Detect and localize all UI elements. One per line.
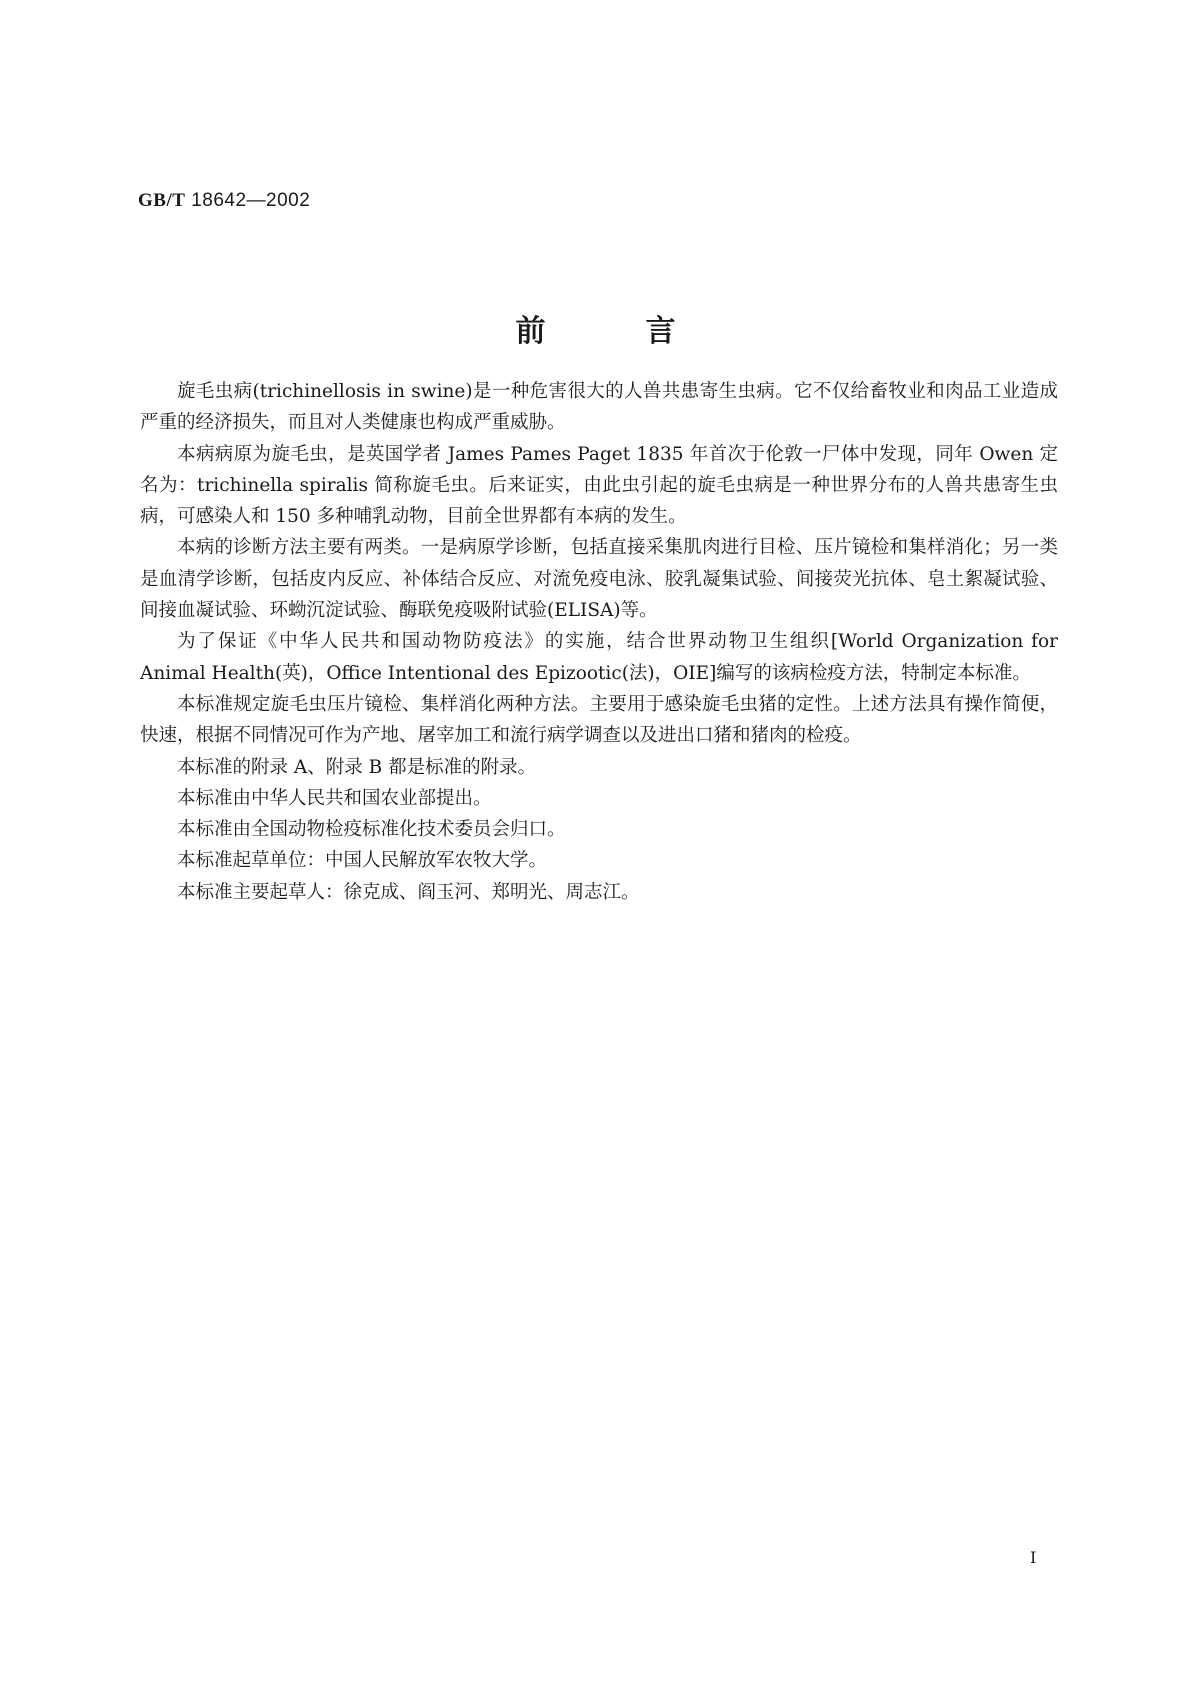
foreword-body [140, 376, 1058, 908]
title-char-2: 言 [645, 314, 676, 349]
paragraph-proposer: 本标准由中华人民共和国农业部提出。 [177, 787, 492, 809]
page-title [0, 306, 1191, 350]
standard-code [138, 190, 310, 212]
paragraph-purpose: 为了保证《中华人民共和国动物防疫法》的实施，结合世界动物卫生组织[World Organization for Animal Health(英)，Office Intentional des Epizootic(法)，OIE]编写的该病检疫方法，特制定本标准。 [140, 631, 1058, 684]
paragraph-committee: 本标准由全国动物检疫标准化技术委员会归口。 [177, 819, 566, 841]
paragraph-intro: 旋毛虫病(trichinellosis in swine)是一种危害很大的人兽共患寄生虫病。它不仅给畜牧业和肉品工业造成严重的经济损失，而且对人类健康也构成严重威胁。 [140, 381, 1058, 434]
page-number: I [1030, 1548, 1037, 1567]
title-char-1: 前 [515, 314, 546, 349]
paragraph-drafters: 本标准主要起草人：徐克成、阎玉河、郑明光、周志江。 [177, 881, 640, 903]
paragraph-pathogen: 本病病原为旋毛虫，是英国学者 James Pames Paget 1835 年首次于伦敦一尸体中发现，同年 Owen 定名为：trichinella spiralis 简称旋毛虫。后来证实，由此虫引起的旋毛虫病是一种世界分布的人兽共患寄生虫病，可感染人和 150 多种哺乳动物，目前全世界都有本病的发生。 [140, 443, 1058, 528]
paragraph-appendix: 本标准的附录 A、附录 B 都是标准的附录。 [177, 756, 537, 778]
standard-number: 18642—2002 [191, 190, 311, 211]
standard-prefix: GB/T [138, 190, 186, 211]
paragraph-diagnosis: 本病的诊断方法主要有两类。一是病原学诊断，包括直接采集肌肉进行目检、压片镜检和集样消化；另一类是血清学诊断，包括皮内反应、补体结合反应、对流免疫电泳、胶乳凝集试验、间接荧光抗体、皂土絮凝试验、间接血凝试验、环蚴沉淀试验、酶联免疫吸附试验(ELISA)等。 [140, 537, 1058, 622]
paragraph-scope: 本标准规定旋毛虫压片镜检、集样消化两种方法。主要用于感染旋毛虫猪的定性。上述方法具有操作简便，快速，根据不同情况可作为产地、屠宰加工和流行病学调查以及进出口猪和猪肉的检疫。 [140, 693, 1058, 747]
paragraph-drafting-unit: 本标准起草单位：中国人民解放军农牧大学。 [177, 850, 548, 872]
